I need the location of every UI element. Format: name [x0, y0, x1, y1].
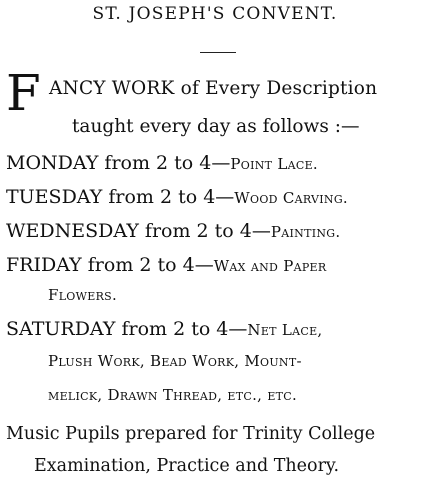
- footer-line-1: Music Pupils prepared for Trinity College: [6, 424, 376, 444]
- schedule-row-wednesday: [6, 220, 340, 242]
- schedule-activity: Net Lace,: [247, 321, 323, 339]
- schedule-activity: Point Lace.: [230, 155, 318, 173]
- divider-rule: [200, 52, 236, 53]
- schedule-day: MONDAY from 2 to 4—: [6, 152, 231, 174]
- schedule-day: SATURDAY from 2 to 4—: [6, 318, 248, 340]
- schedule-activity: Painting.: [270, 223, 341, 241]
- convent-heading: ST. JOSEPH'S CONVENT.: [92, 4, 338, 24]
- schedule-row-friday: [6, 254, 326, 276]
- schedule-row-saturday: [6, 318, 323, 340]
- schedule-activity: Wood Carving.: [234, 189, 349, 207]
- intro-line-1: ANCY WORK of Every Description: [49, 78, 378, 99]
- schedule-activity: Wax and Paper: [213, 257, 327, 275]
- schedule-day: FRIDAY from 2 to 4—: [6, 254, 214, 276]
- schedule-continuation: melick, Drawn Thread, etc., etc.: [48, 386, 298, 404]
- schedule-day: WEDNESDAY from 2 to 4—: [6, 220, 271, 242]
- intro-line-2: taught every day as follows :—: [72, 116, 360, 137]
- schedule-row-tuesday: [6, 186, 348, 208]
- schedule-continuation: Flowers.: [48, 286, 118, 304]
- footer-line-2: Examination, Practice and Theory.: [34, 456, 340, 476]
- schedule-row-monday: [6, 152, 318, 174]
- drop-cap-letter: F: [6, 64, 41, 122]
- schedule-day: TUESDAY from 2 to 4—: [6, 186, 235, 208]
- schedule-continuation: Plush Work, Bead Work, Mount-: [48, 352, 302, 370]
